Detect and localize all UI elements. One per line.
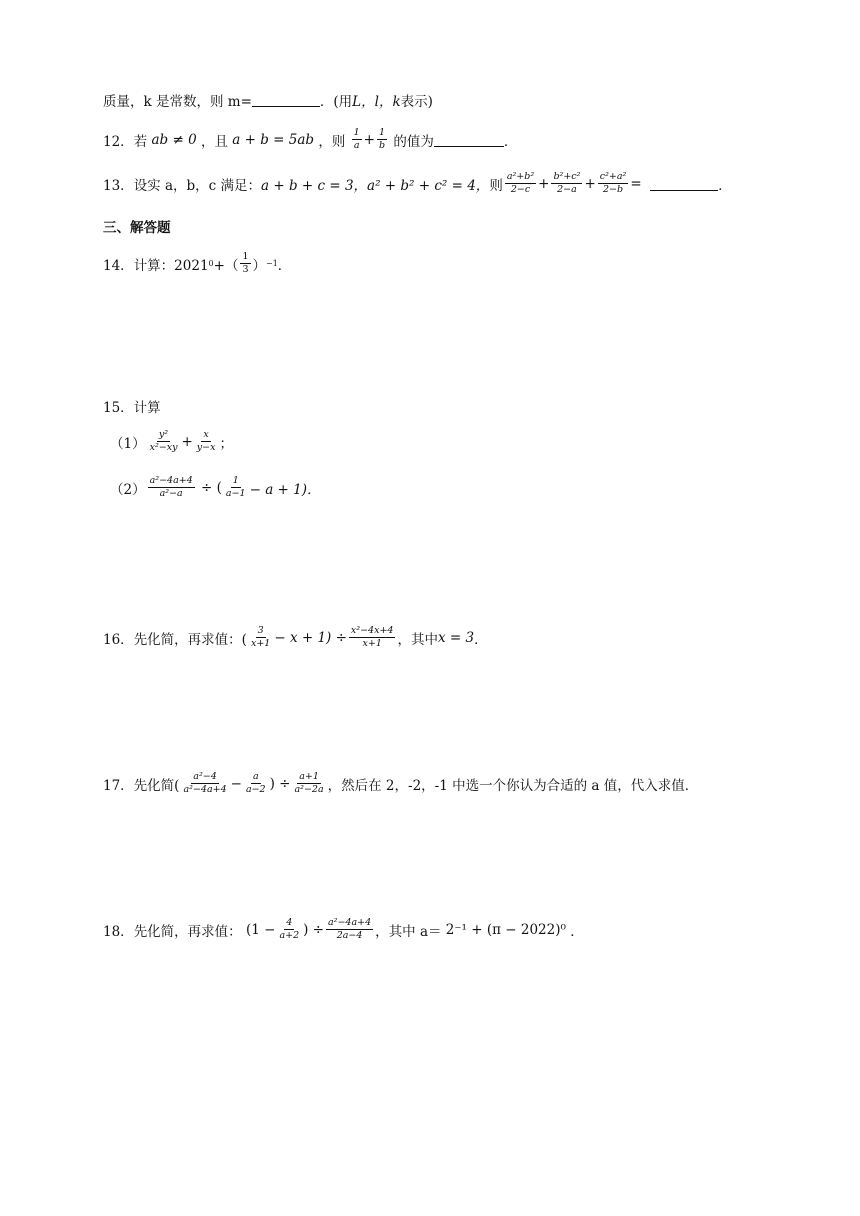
fraction: $\frac{\text{a²−4a+4}}{2a-4}$ (328, 917, 372, 942)
fraction: $\frac{\text{y²}}{\text{x²−xy}}$ (149, 429, 178, 454)
part-label: （1） (110, 435, 146, 452)
q13-math: a + b + c = 3，a² + b² + c² = 4， (261, 177, 490, 194)
exponent: 0 (208, 259, 214, 269)
q15-math: − a + 1)． (249, 481, 321, 498)
q11-tail (103, 90, 433, 110)
question-16 (103, 626, 488, 650)
question-number: 13． (103, 177, 134, 194)
period: ． (474, 631, 488, 648)
q12-math: ab ≠ 0 (151, 131, 197, 148)
q13-text: 则 (489, 177, 503, 194)
question-18 (103, 918, 584, 942)
question-13: 13． 设实 a，b，c 满足： a + b + c = 3，a² + b² + c² = 4， 则 $\frac{\text{a²+b²}}{2-c}$ + $\frac{\text{b²+c²}}{2-a}$ + $\frac{\text{c²+a²}}{2-b}$ = ． (103, 171, 732, 196)
q18-text: 先化简，再求值： (133, 923, 242, 940)
q18-math: 2⁻¹ + (π − 2022)⁰ (445, 921, 566, 938)
question-14 (103, 252, 291, 276)
exponent: −1 (266, 259, 278, 269)
question-number: 16． (103, 631, 134, 648)
q16-math: − x + 1) ÷ (274, 629, 347, 646)
question-12 (103, 128, 517, 152)
q13-text: 设实 a，b，c 满足： (133, 177, 262, 194)
period: ． (570, 923, 584, 940)
plus-sign: + (363, 131, 375, 148)
answer-blank[interactable] (252, 93, 320, 107)
fraction: $\frac{a}{a-2}$ (245, 771, 266, 796)
q16-text: ，其中 (397, 631, 438, 648)
question-number: 18． (103, 923, 134, 940)
q11-prefix: 质量，k 是常数，则 m= (103, 94, 252, 110)
equals-sign: = (630, 175, 642, 192)
question-15-part-2 (110, 476, 321, 500)
period: ． (277, 257, 292, 274)
q14-text: 计算：2021 (133, 257, 209, 274)
minus-sign: − (230, 775, 242, 792)
part-label: （2） (110, 481, 146, 498)
q12-text: ，则 (318, 133, 346, 150)
question-17 (103, 772, 698, 796)
fraction: $\frac{\text{x²−4x+4}}{x+1}$ (350, 625, 394, 650)
fraction: $\frac{3}{x+1}$ (250, 625, 271, 650)
q14-text: +（ (213, 257, 239, 274)
divide-sign: ÷ ( (201, 479, 222, 496)
question-number: 12． (103, 133, 134, 150)
question-number: 14． (103, 257, 134, 274)
divide-sign: ) ÷ (269, 775, 291, 792)
question-15-title: 15．计算 (103, 400, 161, 416)
fraction: $\frac{\text{c²+a²}}{2-b}$ (599, 171, 627, 196)
q18-math: (1 − (245, 921, 276, 938)
fraction: $\frac{x}{y-x}$ (196, 429, 216, 454)
q12-math: a + b = 5ab (232, 131, 315, 148)
semicolon: ； (219, 435, 233, 452)
fraction: $\frac{1}{a-1}$ (225, 475, 246, 500)
q17-text: 先化简( (133, 777, 180, 794)
fraction: $\frac{\text{a²+b²}}{2-c}$ (506, 171, 535, 196)
answer-blank[interactable] (650, 177, 718, 191)
question-number: 17． (103, 777, 134, 794)
q11-suffix2: 表示) (400, 94, 433, 110)
period: ． (718, 177, 732, 194)
fraction: $\frac{\text{a²−4}}{\text{a²−4a+4}}$ (183, 771, 227, 796)
q12-text: ，且 (200, 133, 228, 150)
fraction: $\frac{1}{a}$ (353, 127, 360, 152)
question-15-part-1 (110, 430, 233, 454)
q17-text: ，然后在 2，-2，-1 中选一个你认为合适的 a 值，代入求值． (327, 777, 699, 794)
plus-sign: + (181, 433, 193, 450)
q11-vars: L，l，k (352, 94, 401, 110)
fraction: $\frac{\text{a²−4a+4}}{\text{a²−a}}$ (149, 475, 193, 500)
fraction: $\frac{a+1}{\text{a²−2a}}$ (294, 771, 324, 796)
q16-math: x = 3 (437, 629, 475, 646)
q12-text: 若 (133, 133, 148, 150)
fraction: $\frac{\text{b²+c²}}{2-a}$ (553, 171, 581, 196)
fraction: $\frac{1}{b}$ (378, 127, 386, 152)
period: ． (503, 133, 518, 150)
fraction: $\frac{4}{a+2}$ (279, 917, 300, 942)
q18-text: ，其中 a＝ (375, 923, 442, 940)
q16-text: 先化简，再求值：( (133, 631, 247, 648)
q14-text: ） (252, 257, 266, 274)
divide-sign: ) ÷ (303, 921, 324, 938)
section-heading: 三、解答题 (103, 220, 171, 236)
q12-text: 的值为 (393, 133, 434, 150)
fraction: $\frac{1}{3}$ (242, 251, 249, 276)
answer-blank[interactable] (434, 133, 504, 147)
q11-suffix: ．(用 (319, 94, 353, 110)
